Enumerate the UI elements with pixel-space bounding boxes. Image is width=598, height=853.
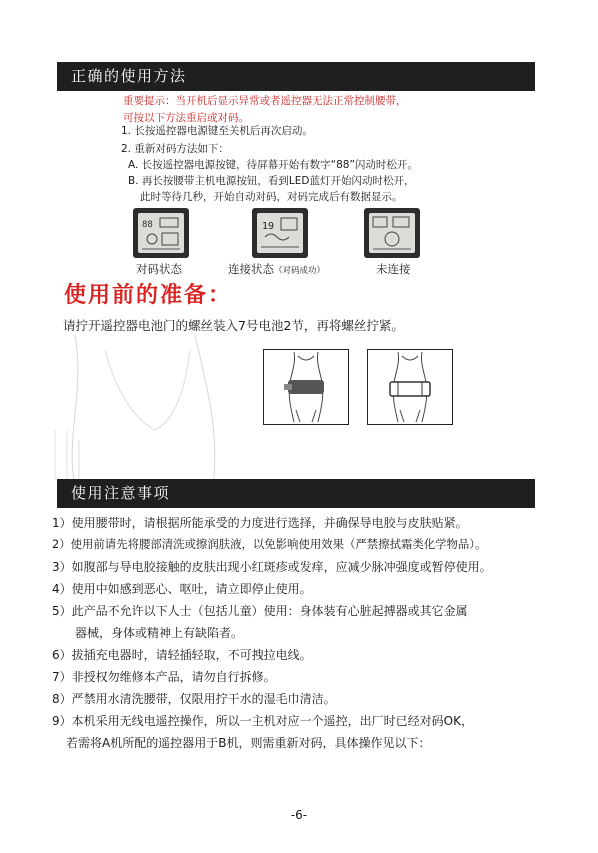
prep-title: 使用前的准备： (64, 283, 233, 308)
caption-connected-label: 连接状态 (228, 262, 274, 276)
note-item: 7）非授权勿维修本产品，请勿自行拆修。 (52, 670, 276, 684)
caption-disconnected: 未连接 (376, 262, 411, 276)
section-header-correct-usage (57, 62, 535, 91)
lcd-disconnected-image (364, 208, 420, 258)
note-item: 1）使用腰带时，请根据所能承受的力度进行选择，并确保导电胶与皮肤贴紧。 (52, 516, 468, 530)
lcd-pairing-image (133, 208, 189, 258)
belt-illustration-2 (367, 349, 453, 425)
caption-connected (228, 261, 325, 277)
section-header-precautions (57, 479, 535, 508)
caption-connected-note: （对码成功） (274, 266, 326, 276)
lcd-pairing-icon (138, 213, 184, 253)
lcd-connected-image (252, 208, 308, 258)
note-item: 5）此产品不允许以下人士（包括儿童）使用：身体装有心脏起搏器或其它金属 (52, 604, 468, 618)
page-number: -6- (290, 808, 308, 822)
section-title: 正确的使用方法 (71, 67, 187, 85)
step-1: 1. 长按遥控器电源键至关机后再次启动。 (121, 125, 313, 137)
lcd-disconnected-icon (369, 213, 415, 253)
lcd-connected-icon (257, 213, 303, 253)
step-2b-line2: 此时等待几秒，开始自动对码，对码完成后有数据显示。 (140, 191, 403, 203)
belt-front-icon (368, 350, 452, 424)
note-item: 4）使用中如感到恶心、呕吐，请立即停止使用。 (52, 582, 312, 596)
section-title: 使用注意事项 (71, 484, 171, 502)
note-item: 8）严禁用水清洗腰带，仅限用拧干水的湿毛巾清洁。 (52, 692, 336, 706)
svg-text:88: 88 (142, 220, 153, 230)
note-item: 3）如腹部与导电胶接触的皮肤出现小红斑疹或发痒，应减少脉冲强度或暂停使用。 (52, 560, 492, 574)
step-2b-line1: B. 再长按腰带主机电源按钮，看到LED蓝灯开始闪动时松开， (128, 175, 415, 187)
caption-pairing: 对码状态 (136, 262, 182, 276)
belt-illustration-1 (263, 349, 349, 425)
warning-line-2: 可按以下方法重启或对码。 (123, 112, 249, 124)
svg-text:19: 19 (262, 221, 275, 232)
note-item: 9）本机采用无线电遥控操作，所以一主机对应一个遥控，出厂时已经对码OK， (52, 714, 473, 728)
note-item: 2）使用前请先将腰部清洗或擦润肤液，以免影响使用效果（严禁擦拭霜类化学物品）。 (52, 537, 487, 551)
step-2: 2. 重新对码方法如下： (121, 143, 229, 155)
warning-line-1: 重要提示：当开机后显示异常或者遥控器无法正常控制腰带， (123, 95, 407, 107)
note-item: 若需将A机所配的遥控器用于B机，则需重新对码，具体操作见以下： (66, 736, 431, 750)
prep-text: 请拧开遥控器电池门的螺丝装入7号电池2节，再将螺丝拧紧。 (63, 318, 404, 333)
belt-wearing-icon (264, 350, 348, 424)
background-body-sketch (45, 330, 265, 490)
note-item: 6）拔插充电器时，请轻插轻取，不可拽拉电线。 (52, 648, 312, 662)
step-2a: A. 长按遥控器电源按键，待屏幕开始有数字“88”闪动时松开。 (128, 159, 418, 171)
note-item: 器械，身体或精神上有缺陷者。 (75, 626, 244, 640)
